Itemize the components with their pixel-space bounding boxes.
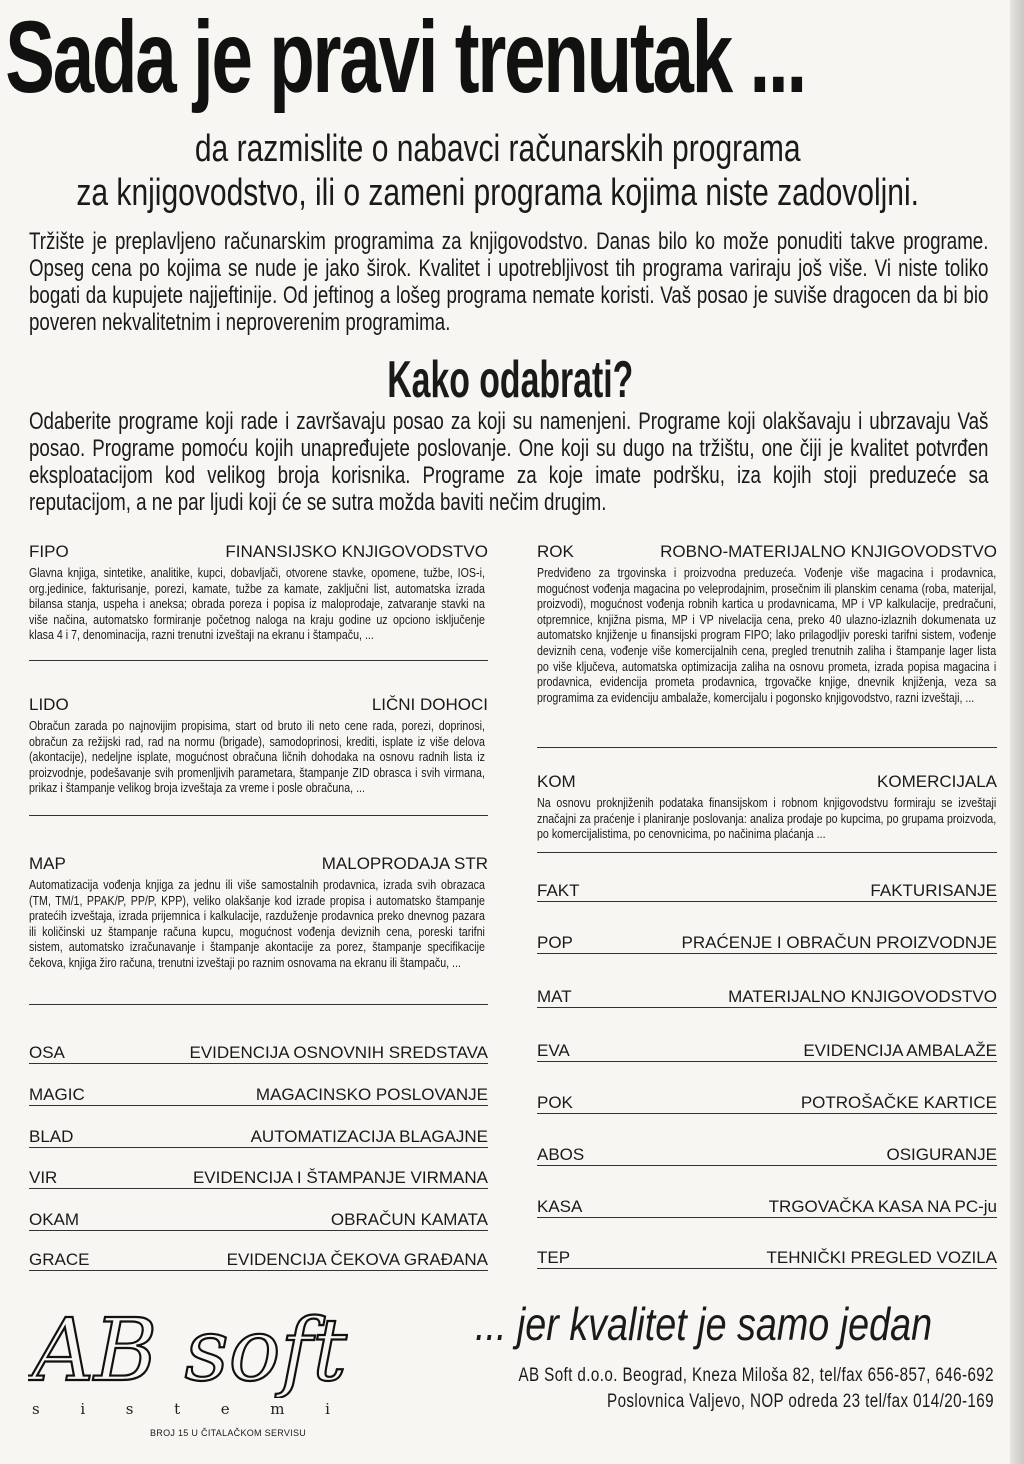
program-name: ROBNO-MATERIJALNO KNJIGOVODSTVO [660, 542, 997, 561]
program-code: GRACE [29, 1250, 90, 1269]
logo-subtitle [32, 1400, 332, 1418]
page-edge [1010, 0, 1024, 1464]
program-map [29, 854, 488, 1005]
program-name: EVIDENCIJA OSNOVNIH SREDSTAVA [189, 1043, 488, 1062]
subline-1: da razmislite o nabavci računarskih programa [194, 128, 801, 170]
program-name: FINANSIJSKO KNJIGOVODSTVO [225, 542, 488, 561]
program-code: EVA [537, 1041, 570, 1060]
program-eva [537, 1037, 997, 1062]
program-name: LIČNI DOHOCI [371, 695, 488, 714]
program-kasa [537, 1193, 997, 1218]
program-code: ROK [537, 542, 574, 561]
program-fipo [29, 542, 488, 661]
program-name: MALOPRODAJA STR [321, 854, 488, 873]
program-name: EVIDENCIJA AMBALAŽE [803, 1041, 997, 1060]
logo-subtitle-letter: i [80, 1400, 88, 1418]
program-code: OKAM [29, 1210, 80, 1229]
program-description: Na osnovu proknjiženih podataka finansijskom i robnom knjigovodstvu formiraju se izveštaji značajni za praćenje i planiranje poslovanja: analiza prodaje po kupcima, po grupama proizvoda, po komercijalistima, po cenovnicima, po načinima plaćanja ... [537, 795, 997, 842]
program-name: OSIGURANJE [886, 1145, 997, 1164]
logo-wordmark: AB soft [32, 1301, 347, 1398]
program-code: VIR [29, 1168, 58, 1187]
program-name: KOMERCIJALA [877, 772, 997, 791]
program-code: MAP [29, 854, 66, 873]
program-lido [29, 695, 488, 816]
program-code: OSA [29, 1043, 65, 1062]
program-name: POTROŠAČKE KARTICE [800, 1093, 997, 1112]
ab-soft-logo [28, 1288, 348, 1398]
program-code: KASA [537, 1197, 583, 1216]
program-name: FAKTURISANJE [870, 881, 997, 900]
headline: Sada je pravi trenutak ... [5, 0, 805, 114]
program-magic [29, 1081, 488, 1106]
program-name: MAGACINSKO POSLOVANJE [255, 1085, 488, 1104]
program-code: ABOS [537, 1145, 585, 1164]
intro-paragraph: Tržište je preplavljeno računarskim programima za knjigovodstvo. Danas bilo ko može ponuditi takve programe. Opseg cena po kojima se nude je jako širok. Kvalitet i upotrebljivost tih programa variraju još više. Vi niste toliko bogati da kupujete najjeftinije. Od jeftinog a lošeg programa nemate koristi. Vaš posao je suviše dragocen da bi bio poveren nekvalitetnim i neproverenim programima. [29, 228, 989, 336]
logo-subtitle-letter: t [174, 1400, 183, 1418]
program-name: TEHNIČKI PREGLED VOZILA [766, 1248, 997, 1267]
logo-subtitle-letter: s [32, 1400, 42, 1418]
program-description: Glavna knjiga, sintetike, analitike, kupci, dobavljači, otvorene stavke, opomene, tužbe, IOS-i, org.jedinice, fakturisanje, porezi, kamate, tužbe za kamate, zaključni list, automatska izrada bilansa stanja, uspeha i aneksa; obrada poreza i popisa iz maloprodaje, zatvaranje stavki na više načina, automatsko formiranje početnog naloga na kraju godine uz opciono isključenje klasa 4 i 7, denominacija, razni trenutni izveštaji na ekranu i štampaču, ... [29, 565, 485, 643]
address-valjevo: Poslovnica Valjevo, NOP odreda 23 tel/fax 014/20-169 [607, 1391, 994, 1412]
logo-subtitle-letter: m [270, 1400, 287, 1418]
program-code: POP [537, 933, 573, 952]
program-grace [29, 1246, 488, 1271]
program-description: Automatizacija vođenja knjiga za jednu ili više samostalnih prodavnica, izrada svih obrazaca (TM, TM/1, PPAK/P, PP/P, KPP), veliko olakšanje kod izrade propisa i automatsko štampanje pratećih izveštaja, izrada prijemnica i kalkulacije, razduženje prodavnica preko dnevnog pazara ili količinski uz štampanje računa kupcu, mogućnost vođenja deviznih cena, poreski tarifni sistem, automatsko izračunavanje i štampanje akontacije za porez, štampanje specifikacije čekova, knjiga žiro računa, trenutni izveštaji po raznim osnovama na ekranu ili štampaču, ... [29, 877, 485, 970]
reader-service-note: BROJ 15 U ČITALAČKOM SERVISU [150, 1428, 307, 1438]
program-name: TRGOVAČKA KASA NA PC-ju [768, 1197, 997, 1216]
program-code: KOM [537, 772, 576, 791]
slogan: ... jer kvalitet je samo jedan [475, 1298, 933, 1350]
program-name: EVIDENCIJA ČEKOVA GRAĐANA [226, 1250, 488, 1269]
program-pok [537, 1089, 997, 1114]
program-name: AUTOMATIZACIJA BLAGAJNE [250, 1127, 488, 1146]
program-description: Obračun zarada po najnovijim propisima, start od bruto ili neto cene rada, porezi, doprinosi, obračun za režijski rad, rad na normu (brigade), samodoprinosi, krediti, isplate iz više delova (akontacije), nedeljne isplate, mogućnost obračuna ličnih dohodaka na osnovu radnih lista iz proizvodnje, podešavanje svih promenljivih parametara, štampanje ZID obrasca i svih virmana, prikaz i štampanje velikog broja izveštaja za vreme i posle obračuna, ... [29, 718, 485, 796]
program-code: MAGIC [29, 1085, 85, 1104]
address-belgrade: AB Soft d.o.o. Beograd, Kneza Miloša 82, tel/fax 656-857, 646-692 [518, 1365, 994, 1386]
program-kom [537, 772, 997, 853]
program-blad [29, 1123, 488, 1148]
program-code: TEP [537, 1248, 571, 1267]
program-code: FAKT [537, 881, 580, 900]
program-code: POK [537, 1093, 573, 1112]
program-osa [29, 1039, 488, 1064]
program-description: Predviđeno za trgovinska i proizvodna preduzeća. Vođenje više magacina i prodavnica, mogućnost vođenja magacina po veleprodajnim, prosečnim ili planskim cenama (roba, materijal, proizvodi), mogućnost vođenja robnih kartica u prodavnicama, MP i VP kalkulacije, predračuni, otpremnice, knjižna pisma, MP i VP nivelacija cena, preko 40 ulazno-izlaznih dokumenata uz automatsko knjiženje u finansijski program FIPO; lako prilagodljiv poreski tarifni sistem, vođenje deviznih cena, vođenje više komercijalnih cena, pregled trenutnih zaliha i štampanje lager lista po više ključeva, automatska optimizacija zaliha na osnovu prometa, izrada popisa magacina i prodavnica, evidencija prometa prodavnica, trgovačke knjige, dnevnik knjiženja, veza sa programima za evidenciju ambalaže, komercijalu i pogonsko knjigovodstvo, razni izveštaji, ... [537, 565, 997, 705]
program-fakt [537, 877, 997, 902]
logo-subtitle-letter: e [220, 1400, 232, 1418]
program-code: FIPO [29, 542, 69, 561]
program-name: PRAĆENJE I OBRAČUN PROIZVODNJE [681, 933, 997, 952]
logo-subtitle-letter: i [325, 1400, 332, 1418]
program-code: LIDO [29, 695, 69, 714]
advice-paragraph: Odaberite programe koji rade i završavaju posao za koji su namenjeni. Programe koji olakšavaju i ubrzavaju Vaš posao. Programe pomoću kojih unapređujete poslovanje. One koji su dugo na tržištu, one čiji je kvalitet potvrđen eksploatacijom kod velikog broja korisnika. Programe za koje imate podršku, iza kojih stoji preduzeće sa reputacijom, a ne par ljudi koji će se sutra možda baviti nečim drugim. [29, 408, 989, 516]
program-abos [537, 1141, 997, 1166]
subline-2: za knjigovodstvo, ili o zameni programa kojima niste zadovoljni. [76, 172, 920, 214]
subheading: Kako odabrati? [387, 351, 634, 409]
program-tep [537, 1244, 997, 1269]
program-pop [537, 929, 997, 954]
program-rok [537, 542, 997, 748]
logo-subtitle-letter: s [125, 1400, 136, 1418]
program-name: OBRAČUN KAMATA [330, 1210, 488, 1229]
program-name: EVIDENCIJA I ŠTAMPANJE VIRMANA [192, 1168, 488, 1187]
program-code: BLAD [29, 1127, 74, 1146]
program-name: MATERIJALNO KNJIGOVODSTVO [728, 987, 997, 1006]
program-mat [537, 983, 997, 1008]
program-okam [29, 1206, 488, 1231]
program-code: MAT [537, 987, 572, 1006]
program-vir [29, 1164, 488, 1189]
